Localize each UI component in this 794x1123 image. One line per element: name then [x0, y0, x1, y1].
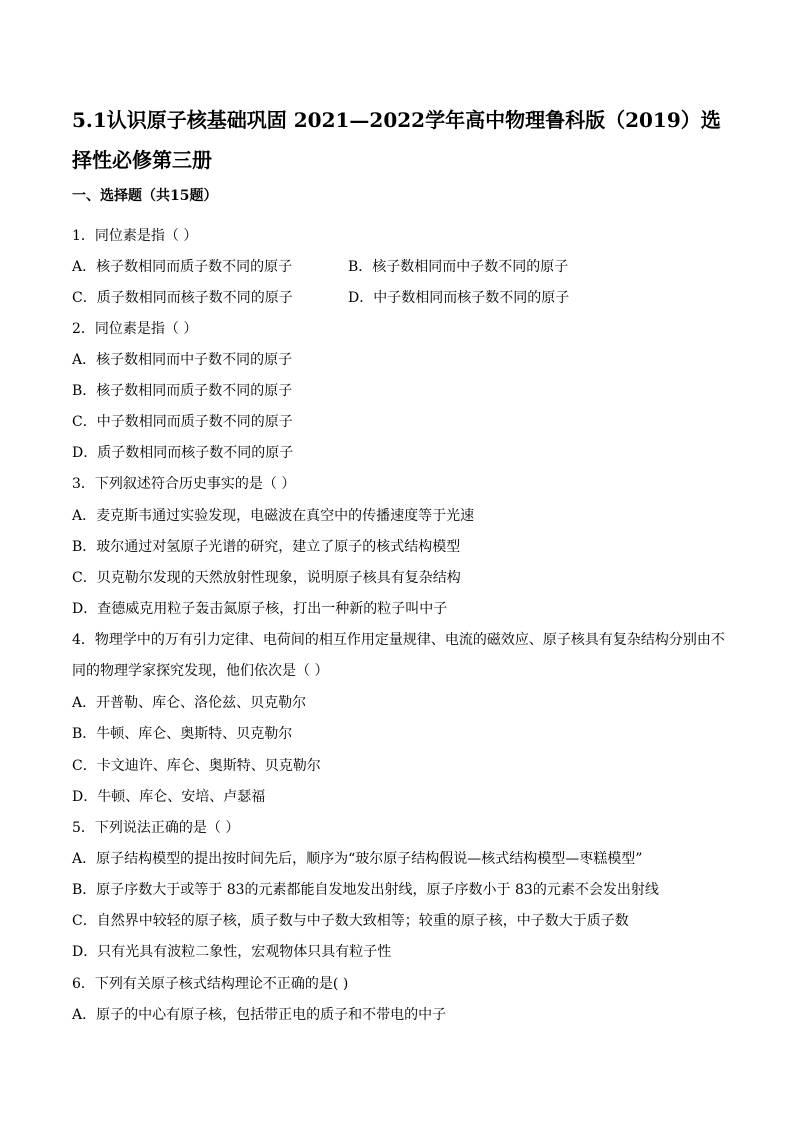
- question-2-option-b[interactable]: B．核子数相同而质子数不同的原子: [72, 383, 293, 399]
- question-1-option-c[interactable]: C．质子数相同而核子数不同的原子: [72, 290, 293, 306]
- question-6-option-a[interactable]: A．原子的中心有原子核，包括带正电的质子和不带电的中子: [72, 1007, 447, 1023]
- question-4-option-a[interactable]: A．开普勒、库仑、洛伦兹、贝克勒尔: [72, 695, 307, 711]
- question-2-option-a[interactable]: A．核子数相同而中子数不同的原子: [72, 352, 293, 368]
- question-4-option-c[interactable]: C．卡文迪许、库仑、奥斯特、贝克勒尔: [72, 758, 321, 774]
- question-4-stem: 4．物理学中的万有引力定律、电荷间的相互作用定量规律、电流的磁效应、原子核具有复杂结构分别由不同的物理学家探究发现，他们依次是（ ）: [72, 632, 725, 679]
- question-3-stem: 3．下列叙述符合历史事实的是（ ）: [72, 476, 296, 492]
- question-3-option-c[interactable]: C．贝克勒尔发现的天然放射性现象，说明原子核具有复杂结构: [72, 570, 461, 586]
- question-2-option-c[interactable]: C．中子数相同而质子数不同的原子: [72, 414, 293, 430]
- question-1-stem: 1．同位素是指（ ）: [72, 228, 198, 244]
- question-3-option-a[interactable]: A．麦克斯韦通过实验发现，电磁波在真空中的传播速度等于光速: [72, 508, 475, 524]
- question-1-option-a[interactable]: A．核子数相同而质子数不同的原子: [72, 259, 293, 275]
- question-4-option-b[interactable]: B．牛顿、库仑、奥斯特、贝克勒尔: [72, 726, 293, 742]
- question-4-option-d[interactable]: D．牛顿、库仑、安培、卢瑟福: [72, 789, 266, 805]
- question-3-option-d[interactable]: D．查德威克用粒子轰击氮原子核，打出一种新的粒子叫中子: [72, 601, 448, 617]
- section-heading: 一、选择题（共15题）: [72, 188, 218, 204]
- question-5-option-d[interactable]: D．只有光具有波粒二象性，宏观物体只具有粒子性: [72, 944, 392, 960]
- question-1-option-d[interactable]: D．中子数相同而核子数不同的原子: [348, 290, 570, 306]
- question-2-stem: 2．同位素是指（ ）: [72, 321, 198, 337]
- question-5-stem: 5．下列说法正确的是（ ）: [72, 820, 240, 836]
- question-3-option-b[interactable]: B．玻尔通过对氢原子光谱的研究，建立了原子的核式结构模型: [72, 539, 461, 555]
- question-5-option-b[interactable]: B．原子序数大于或等于 83的元素都能自发地发出射线，原子序数小于 83的元素不会发出射线: [72, 882, 659, 898]
- question-5-option-a[interactable]: A．原子结构模型的提出按时间先后，顺序为“玻尔原子结构假说—核式结构模型—枣糕模型”: [72, 851, 643, 867]
- document-title: 5.1认识原子核基础巩固 2021—2022学年高中物理鲁科版（2019）选择性必修第三册: [72, 108, 721, 172]
- question-2-option-d[interactable]: D．质子数相同而核子数不同的原子: [72, 445, 294, 461]
- question-6-stem: 6．下列有关原子核式结构理论不正确的是( ): [72, 976, 349, 992]
- question-1-option-b[interactable]: B．核子数相同而中子数不同的原子: [348, 259, 569, 275]
- question-5-option-c[interactable]: C．自然界中较轻的原子核，质子数与中子数大致相等；较重的原子核，中子数大于质子数: [72, 913, 629, 929]
